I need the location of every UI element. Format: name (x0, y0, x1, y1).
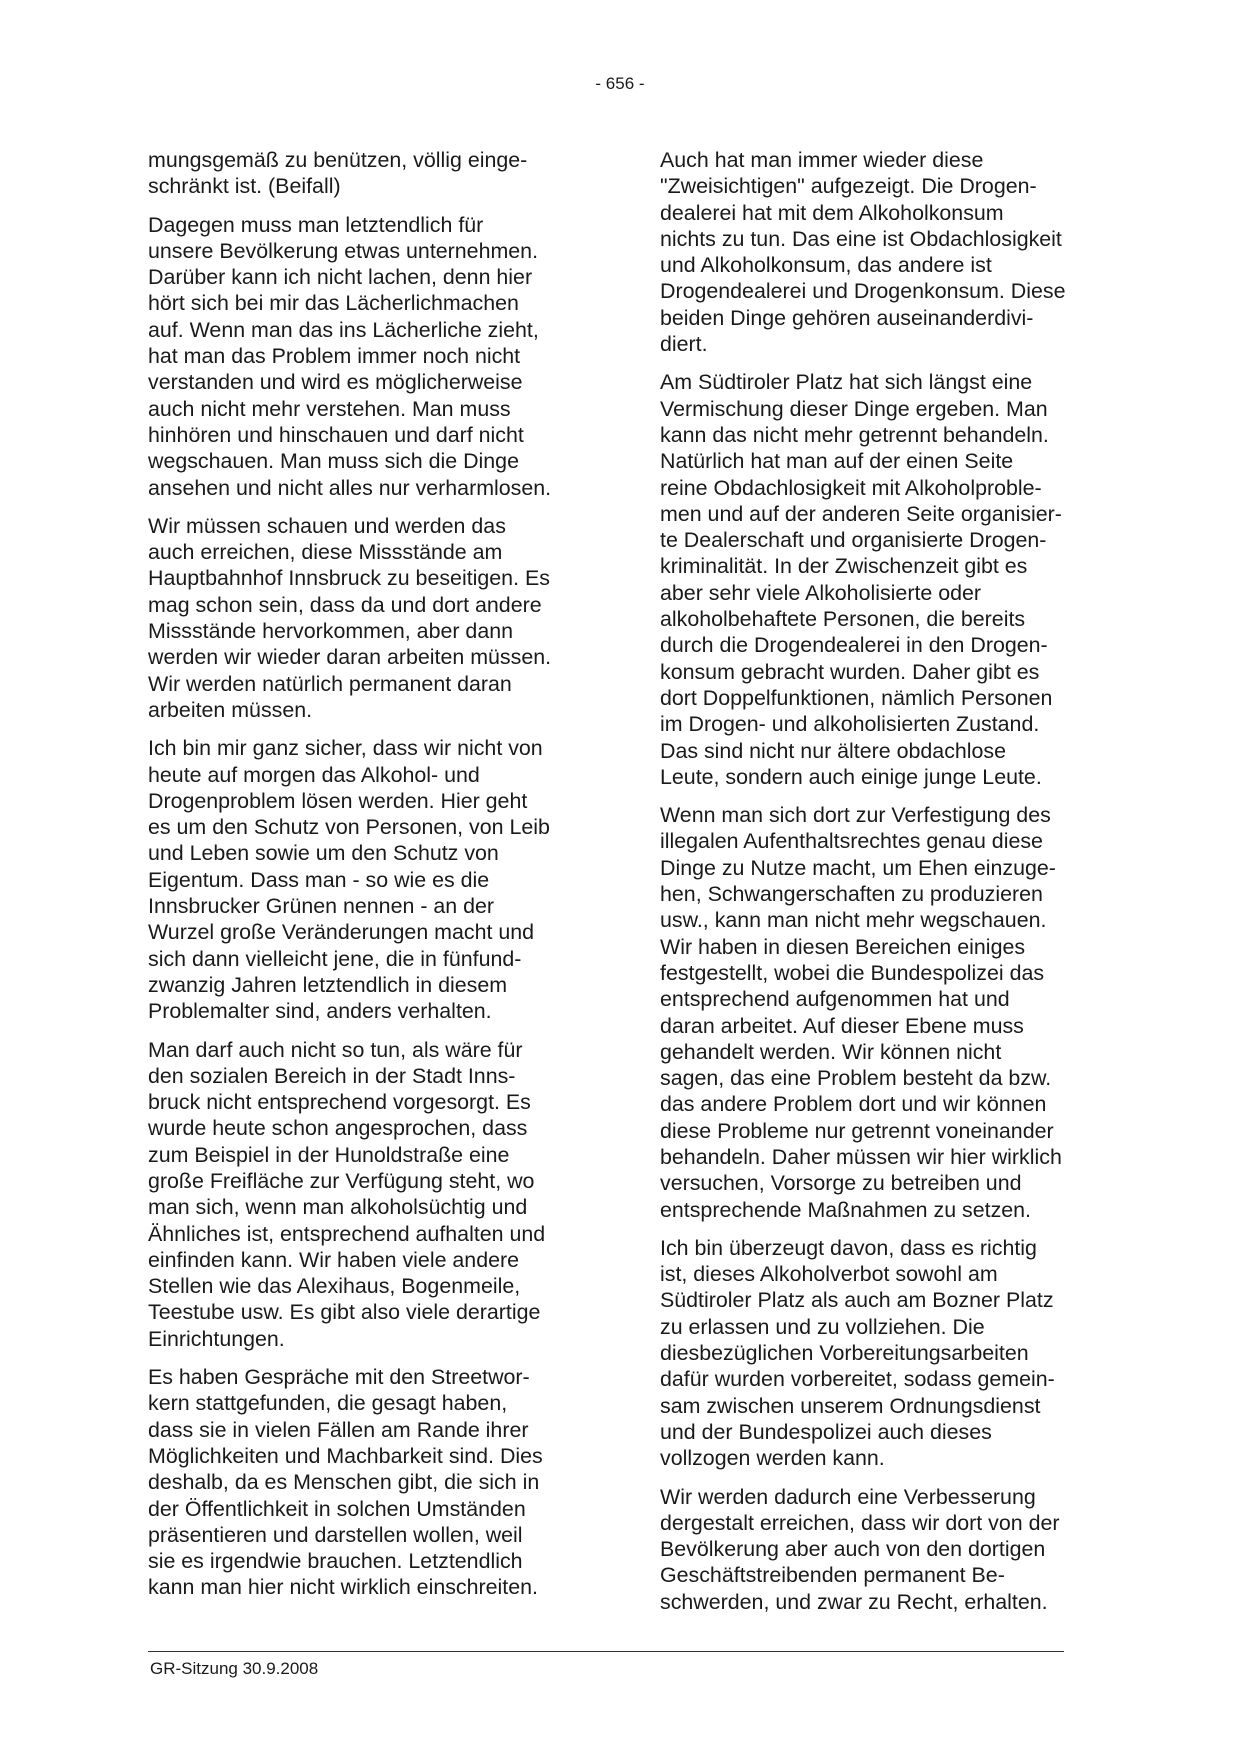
paragraph: Man darf auch nicht so tun, als wäre für den sozialen Bereich in der Stadt Inns- bruck nicht entsprechend vorgesorgt. Es wurde heute schon angesprochen, dass zum Beispiel in der Hunoldstraße eine große Freifläche zur Verfügung steht, wo man sich, wenn man alkoholsüchtig und Ähnliches ist, entsprechend aufhalten und einfinden kann. Wir haben viele andere Stellen wie das Alexihaus, Bogenmeile, Teestube usw. Es gibt also viele derartige Einrichtungen. (148, 1037, 546, 1351)
paragraph: Ich bin überzeugt davon, dass es richtig ist, dieses Alkoholverbot sowohl am Südtiroler Platz als auch am Bozner Platz zu erlassen und zu vollziehen. Die diesbezüglichen Vorbereitungsarbeiten dafür wurden vorbereitet, sodass gemein- sam zwischen unserem Ordnungsdienst und der Bundespolizei auch dieses vollzogen werden kann. (660, 1235, 1055, 1471)
footer-divider (148, 1651, 1064, 1652)
paragraph: mungsgemäß zu benützen, völlig einge- schränkt ist. (Beifall) (148, 148, 528, 199)
paragraph: Am Südtiroler Platz hat sich längst eine Vermischung dieser Dinge ergeben. Man kann das nicht mehr getrennt behandeln. Natürlich hat man auf der einen Seite reine Obdachlosigkeit mit Alkoholproble- men und auf der anderen Seite organisier- te Dealerschaft und organisierte Drogen- kriminalität. In der Zwischenzeit gibt es aber sehr viele Alkoholisierte oder alkoholbehaftete Personen, die bereits durch die Drogendealerei in den Drogen- konsum gebracht wurden. Daher gibt es dort Doppelfunktionen, nämlich Personen im Drogen- und alkoholisierten Zustand. Das sind nicht nur ältere obdachlose Leute, sondern auch einige junge Leute. (660, 370, 1062, 789)
page-number: - 656 - (595, 74, 645, 93)
footer-session-label: GR-Sitzung 30.9.2008 (150, 1659, 319, 1678)
paragraph: Wir müssen schauen und werden das auch erreichen, diese Missstände am Hauptbahnhof Innsbruck zu beseitigen. Es mag schon sein, dass da und dort andere Missstände hervorkommen, aber dann werden wir wieder daran arbeiten müssen. Wir werden natürlich permanent daran arbeiten müssen. (148, 513, 552, 722)
paragraph: Wir werden dadurch eine Verbesserung dergestalt erreichen, dass wir dort von der Bevölkerung aber auch von den dortigen Geschäftstreibenden permanent Be- schwerden, und zwar zu Recht, erhalten. (660, 1484, 1060, 1614)
paragraph: Dagegen muss man letztendlich für unsere Bevölkerung etwas unternehmen. Darüber kann ich nicht lachen, denn hier hört sich bei mir das Lächerlichmachen auf. Wenn man das ins Lächerliche zieht, hat man das Problem immer noch nicht verstanden und wird es möglicherweise auch nicht mehr verstehen. Man muss hinhören und hinschauen und darf nicht wegschauen. Man muss sich die Dinge ansehen und nicht alles nur verharmlosen. (148, 212, 552, 500)
left-column (148, 147, 588, 1613)
right-column (660, 147, 1100, 1627)
paragraph: Auch hat man immer wieder diese "Zweisichtigen" aufgezeigt. Die Drogen- dealerei hat mit dem Alkoholkonsum nichts zu tun. Das eine ist Obdachlosigkeit und Alkoholkonsum, das andere ist Drogendealerei und Drogenkonsum. Diese beiden Dinge gehören auseinanderdivi- diert. (660, 148, 1066, 357)
paragraph: Wenn man sich dort zur Verfestigung des illegalen Aufenthaltsrechtes genau diese Dinge zu Nutze macht, um Ehen einzuge- hen, Schwangerschaften zu produzieren usw., kann man nicht mehr wegschauen. Wir haben in diesen Bereichen einiges festgestellt, wobei die Bundespolizei das entsprechend aufgenommen hat und daran arbeitet. Auf dieser Ebene muss gehandelt werden. Wir können nicht sagen, das eine Problem besteht da bzw. das andere Problem dort und wir können diese Probleme nur getrennt voneinander behandeln. Daher müssen wir hier wirklich versuchen, Vorsorge zu betreiben und entsprechende Maßnahmen zu setzen. (660, 803, 1062, 1222)
paragraph: Es haben Gespräche mit den Streetwor- kern stattgefunden, die gesagt haben, dass sie in vielen Fällen am Rande ihrer Möglichkeiten und Machbarkeit sind. Dies deshalb, da es Menschen gibt, die sich in der Öffentlichkeit in solchen Umständen präsentieren und darstellen wollen, weil sie es irgendwie brauchen. Letztendlich kann man hier nicht wirklich einschreiten. (148, 1365, 543, 1600)
paragraph: Ich bin mir ganz sicher, dass wir nicht von heute auf morgen das Alkohol- und Drogenproblem lösen werden. Hier geht es um den Schutz von Personen, von Leib und Leben sowie um den Schutz von Eigentum. Dass man - so wie es die Innsbrucker Grünen nennen - an der Wurzel große Veränderungen macht und sich dann vielleicht jene, die in fünfund- zwanzig Jahren letztendlich in diesem Problemalter sind, anders verhalten. (148, 736, 550, 1024)
